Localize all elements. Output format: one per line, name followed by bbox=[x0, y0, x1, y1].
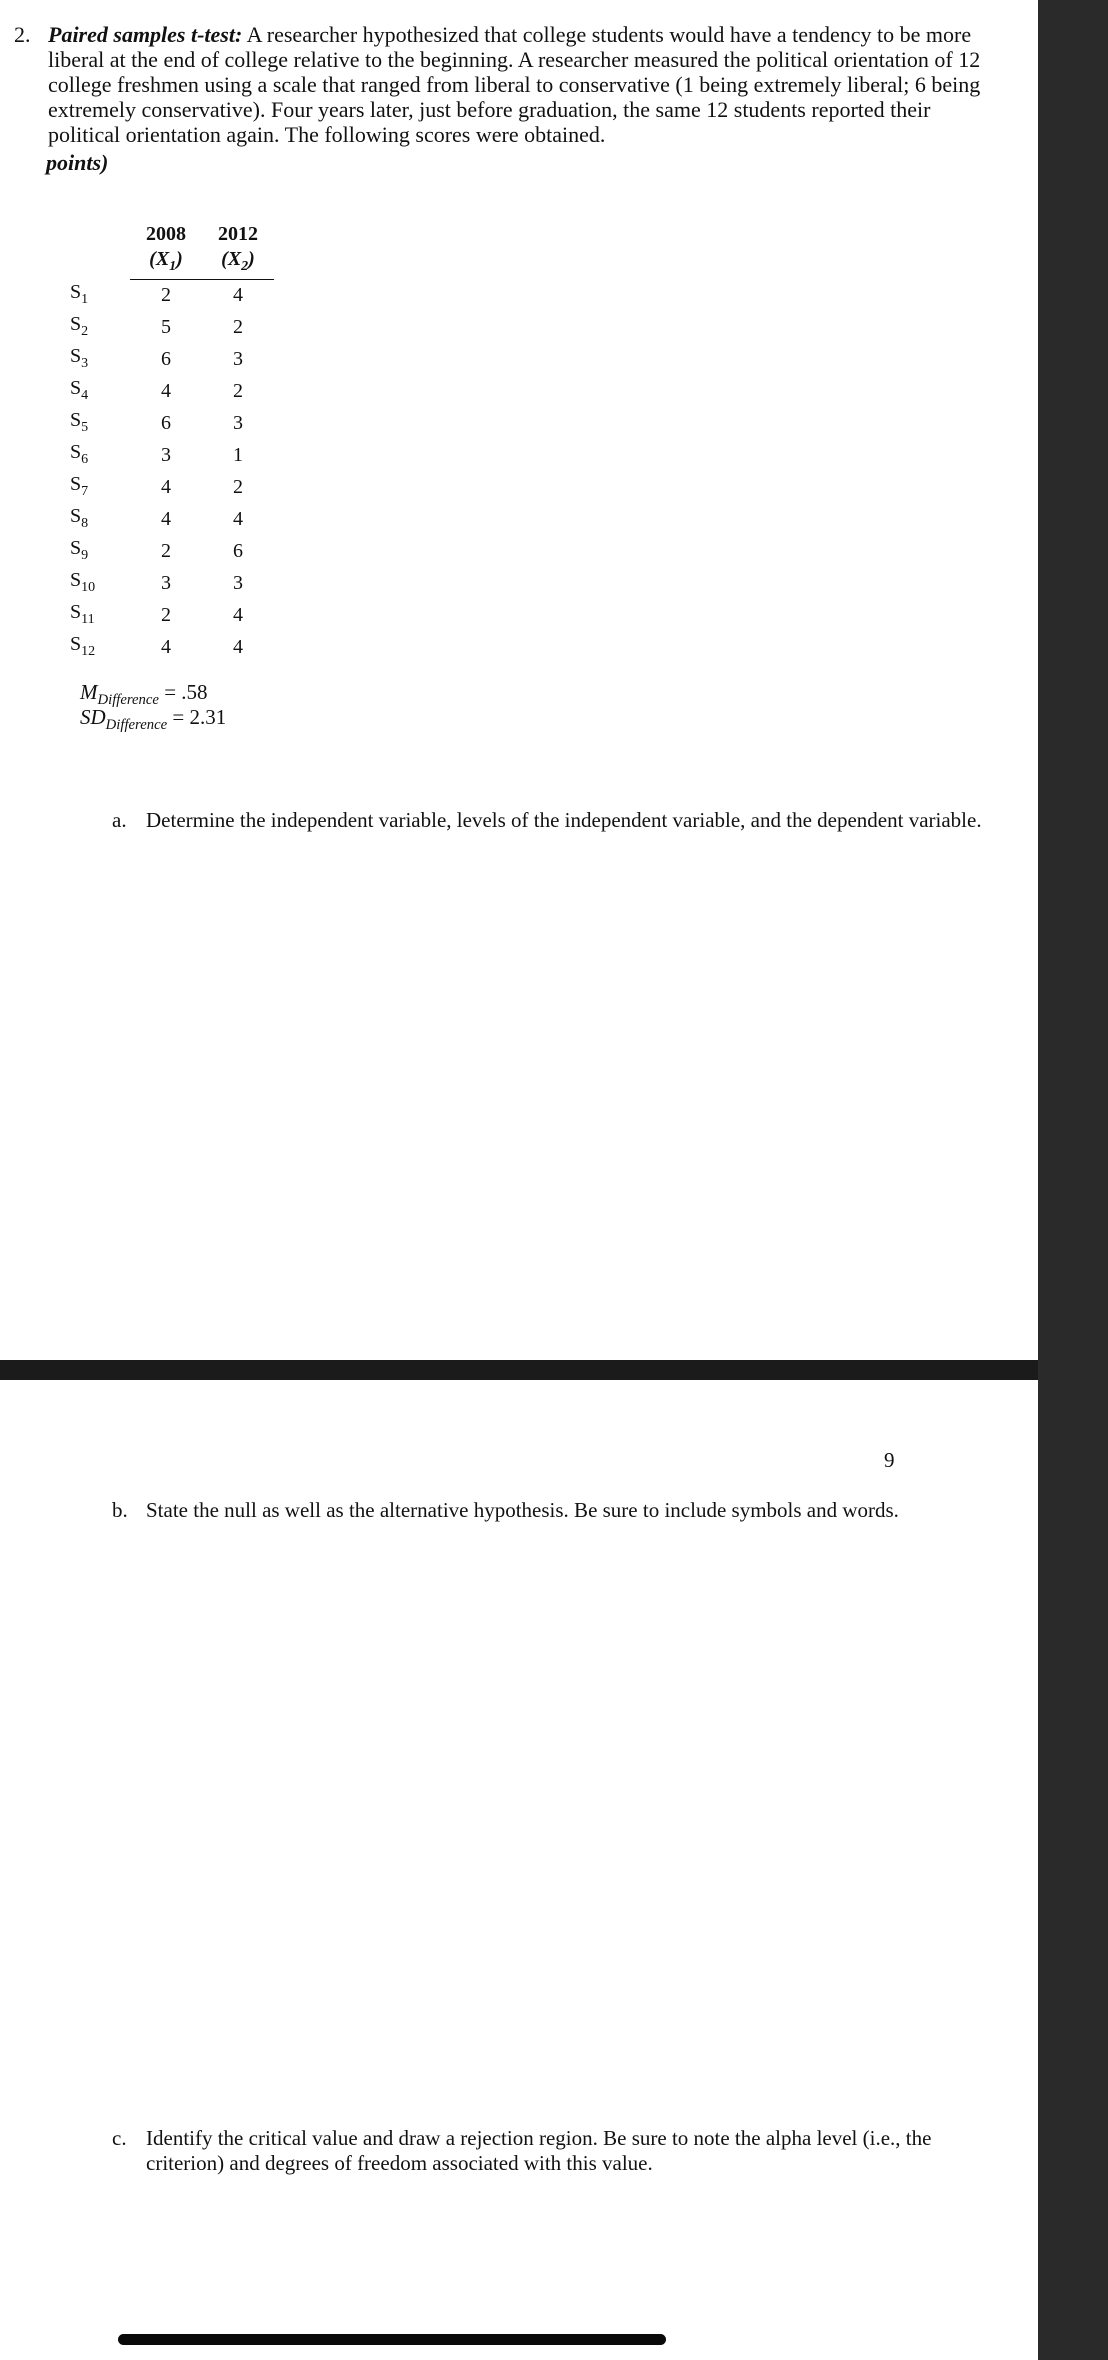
subject-label: $S_{12}$ bbox=[70, 632, 96, 659]
header-2012: 2012 bbox=[218, 223, 258, 245]
scores-table bbox=[60, 222, 274, 664]
page-divider bbox=[0, 1360, 1038, 1380]
table-row bbox=[60, 440, 274, 472]
subheader-x2: $(X_2)$ bbox=[202, 247, 274, 280]
table-row bbox=[60, 376, 274, 408]
subject-label: $S_9$ bbox=[70, 536, 89, 563]
score-2012: 4 bbox=[233, 636, 243, 658]
subject-label: $S_8$ bbox=[70, 504, 89, 531]
sd-difference: $SD_{Difference} = 2.31$ bbox=[80, 705, 227, 734]
score-2012: 3 bbox=[233, 572, 243, 594]
document-page-2 bbox=[0, 1380, 1038, 2360]
part-b-text: State the null as well as the alternative hypothesis. Be sure to include symbols and words. bbox=[146, 1498, 899, 1522]
part-a-text: Determine the independent variable, levels of the independent variable, and the dependent variable. bbox=[146, 808, 982, 832]
score-2008: 4 bbox=[161, 636, 171, 658]
table-row bbox=[60, 344, 274, 376]
score-2008: 3 bbox=[161, 444, 171, 466]
subheader-x1: $(X_1)$ bbox=[130, 247, 202, 280]
score-2008: 4 bbox=[161, 380, 171, 402]
score-2012: 4 bbox=[233, 508, 243, 530]
score-2012: 3 bbox=[233, 412, 243, 434]
table-row bbox=[60, 632, 274, 664]
score-2012: 6 bbox=[233, 540, 243, 562]
score-2012: 3 bbox=[233, 348, 243, 370]
score-2012: 4 bbox=[233, 284, 243, 307]
question-body: A researcher hypothesized that college students would have a tendency to be more liberal at the end of college relative to the beginning. A researcher measured the political orientation of 12 college freshmen using a scale that ranged from liberal to conservative (1 being extremely liberal; 6 being extremely conservative). Four years later, just before graduation, the same 12 students reported their political orientation again. The following scores were obtained. bbox=[48, 22, 981, 147]
subject-label: $S_3$ bbox=[70, 344, 89, 371]
part-c-text: Identify the critical value and draw a rejection region. Be sure to note the alpha level (i.e., the criterion) and degrees of freedom associated with this value. bbox=[146, 2126, 932, 2175]
table-row bbox=[60, 280, 274, 312]
score-2008: 4 bbox=[161, 508, 171, 530]
subject-label: $S_6$ bbox=[70, 440, 89, 467]
table-row bbox=[60, 568, 274, 600]
table-row bbox=[60, 600, 274, 632]
score-2008: 4 bbox=[161, 476, 171, 498]
table-row bbox=[60, 408, 274, 440]
points-label: points) bbox=[46, 150, 109, 175]
question-title: Paired samples t-test: bbox=[48, 22, 243, 47]
score-2012: 4 bbox=[233, 604, 243, 626]
score-2008: 6 bbox=[161, 348, 171, 370]
question-number: 2. bbox=[14, 22, 31, 47]
score-2008: 2 bbox=[161, 604, 171, 626]
page-number: 9 bbox=[884, 1448, 895, 1472]
subject-label: $S_{10}$ bbox=[70, 568, 96, 595]
score-2012: 2 bbox=[233, 476, 243, 498]
viewer-sidebar bbox=[1038, 0, 1108, 2360]
score-2008: 2 bbox=[161, 540, 171, 562]
subject-label: $S_1$ bbox=[70, 280, 89, 307]
part-a-letter: a. bbox=[112, 808, 127, 832]
subject-label: $S_{11}$ bbox=[70, 600, 95, 627]
table-row bbox=[60, 472, 274, 504]
table-row bbox=[60, 504, 274, 536]
score-2012: 2 bbox=[233, 380, 243, 402]
part-b-letter: b. bbox=[112, 1498, 128, 1522]
header-2008: 2008 bbox=[146, 223, 186, 245]
subject-label: $S_5$ bbox=[70, 408, 89, 435]
score-2012: 1 bbox=[233, 444, 243, 466]
score-2008: 5 bbox=[161, 316, 171, 338]
score-2008: 3 bbox=[161, 572, 171, 594]
score-2008: 6 bbox=[161, 412, 171, 434]
part-c-letter: c. bbox=[112, 2126, 127, 2150]
question-text bbox=[48, 22, 988, 147]
score-2012: 2 bbox=[233, 316, 243, 338]
subject-label: $S_2$ bbox=[70, 312, 89, 339]
mean-difference: $M_{Difference} = .58$ bbox=[80, 680, 208, 709]
table-row bbox=[60, 312, 274, 344]
subject-label: $S_7$ bbox=[70, 472, 89, 499]
table-row bbox=[60, 536, 274, 568]
home-indicator[interactable] bbox=[118, 2334, 666, 2345]
score-2008: 2 bbox=[161, 284, 171, 307]
subject-label: $S_4$ bbox=[70, 376, 89, 403]
